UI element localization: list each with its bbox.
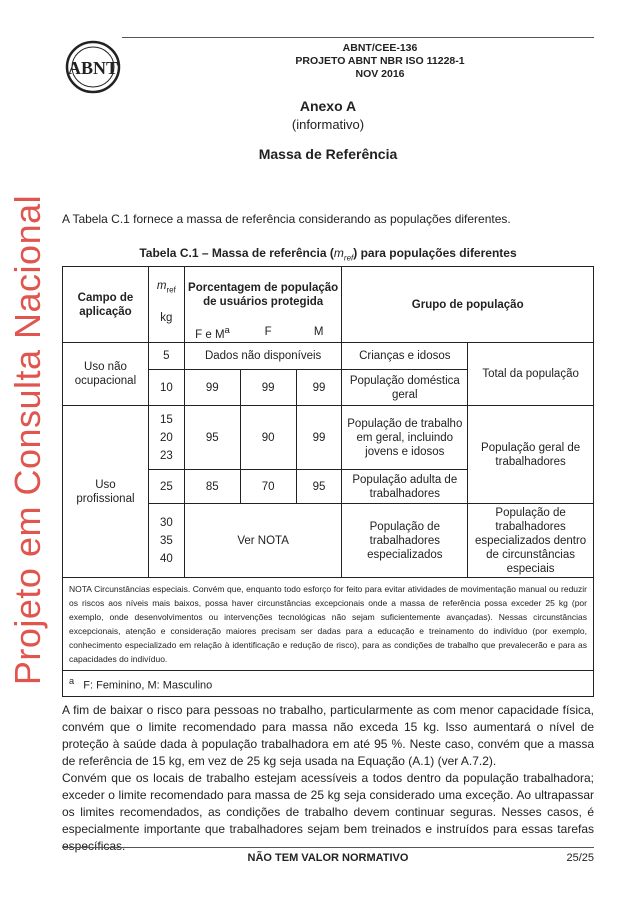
project-code: PROJETO ABNT NBR ISO 11228-1 [295, 55, 465, 67]
cell-ver-nota: Ver NOTA [184, 504, 342, 578]
cell-kg: 25 [148, 470, 184, 504]
table-caption: Tabela C.1 – Massa de referência $(m_{ref})$ para populações diferentes [139, 246, 517, 263]
cell-uso-nao-ocupacional: Uso não ocupacional [63, 343, 149, 406]
cell-m: 95 [296, 470, 342, 504]
footer-rule [62, 847, 594, 848]
cell-kg: 10 [148, 370, 184, 406]
paragraph-2: Convém que os locais de trabalho estejam acessíveis a todos dentro da população trabalhadora; exceder o limite recomendado para massa de 25 kg seja considerado uma exceção. Ao ultrapassar os limites recomendados, as condições de trabalho devem continuar seguras. Nesses casos, é especialmente importante que trabalhadores sejam bem treinados e instruídos para essas tarefas específicas. [62, 771, 594, 853]
cell-fm: 85 [184, 470, 240, 504]
cell-m: 99 [296, 406, 342, 470]
committee-code: ABNT/CEE-136 [342, 42, 418, 54]
cell-fm: 95 [184, 406, 240, 470]
annex-heading [62, 98, 594, 162]
section-heading: Massa de Referência [258, 146, 398, 162]
cell-fm: 99 [184, 370, 240, 406]
cell-m: 99 [296, 370, 342, 406]
annex-title: Anexo A [299, 98, 357, 114]
footer-label: NÃO TEM VALOR NORMATIVO [247, 852, 409, 864]
cell-f: 90 [240, 406, 296, 470]
cell-kg: 30 35 40 [148, 504, 184, 578]
watermark-stamp [0, 160, 56, 720]
cell-kg: 5 [148, 343, 184, 370]
cell-group: População de trabalhadores especializados dentro de circunstâncias especiais [468, 504, 594, 578]
cell-dados: Dados não disponíveis [184, 343, 342, 370]
header-f: F [240, 323, 296, 343]
reference-mass-table [62, 266, 594, 697]
table-footnote: $^a$ F: Feminino, M: Masculino [63, 671, 594, 697]
cell-population: Crianças e idosos [342, 343, 468, 370]
header-grupo: Grupo de população [342, 267, 594, 343]
header-mref: $m_{ref}$ kg [148, 267, 184, 343]
cell-population: População doméstica geral [342, 370, 468, 406]
header-percentage: Porcentagem de população de usuários protegida [184, 267, 342, 323]
cell-population: População de trabalho em geral, incluindo jovens e idosos [342, 406, 468, 470]
header-fem: F e $M^a$ [184, 323, 240, 343]
intro-paragraph: A Tabela C.1 fornece a massa de referência considerando as populações diferentes. [62, 212, 511, 226]
cell-f: 70 [240, 470, 296, 504]
table-note: NOTA Circunstâncias especiais. Convém que, enquanto todo esforço for feito para evitar atividades de movimentação manual ou reduzir os riscos aos níveis mais baixos, possa haver circunstâncias excepcionais onde a massa de referência possa exceder 25 kg (por exemplo, onde desenvolvimentos ou intervenções tecnológicas não sejam suficientemente avançadas). Nessas circunstâncias excepcionais, atenção e consideração maiores precisam ser dadas para a educação e treinamento do indivíduo (por exemplo, conhecimento especializado em relação à identificação e redução de risco), para as condições de trabalho que prevalecerão e para as capacidades do indivíduo. [63, 578, 594, 671]
cell-group: Total da população [468, 343, 594, 406]
header-m: M [296, 323, 342, 343]
abnt-logo [64, 38, 122, 96]
document-date: NOV 2016 [355, 68, 405, 80]
paragraph-1: A fim de baixar o risco para pessoas no trabalho, particularmente as com menor capacidade física, convém que o limite recomendado para massa não exceda 15 kg. Isso aumentará o nível de proteção à saúde dada à população trabalhadora em até 95 %. Neste caso, convém que a massa de referência de 15 kg, em vez de 25 kg seja usada na Equação (A.1) (ver A.7.2). [62, 703, 594, 768]
cell-population: População adulta de trabalhadores [342, 470, 468, 504]
page-number: 25/25 [566, 852, 594, 864]
annex-subtitle: (informativo) [291, 117, 365, 132]
header-rule [122, 37, 594, 38]
header-campo: Campo de aplicação [63, 267, 149, 343]
cell-kg: 15 20 23 [148, 406, 184, 470]
logo-text: ABNT [67, 58, 119, 78]
cell-uso-profissional: Uso profissional [63, 406, 149, 578]
cell-population: População de trabalhadores especializados [342, 504, 468, 578]
cell-group: População geral de trabalhadores [468, 406, 594, 504]
cell-f: 99 [240, 370, 296, 406]
watermark-text: Projeto em Consulta Nacional [7, 194, 48, 686]
document-header [150, 42, 610, 81]
